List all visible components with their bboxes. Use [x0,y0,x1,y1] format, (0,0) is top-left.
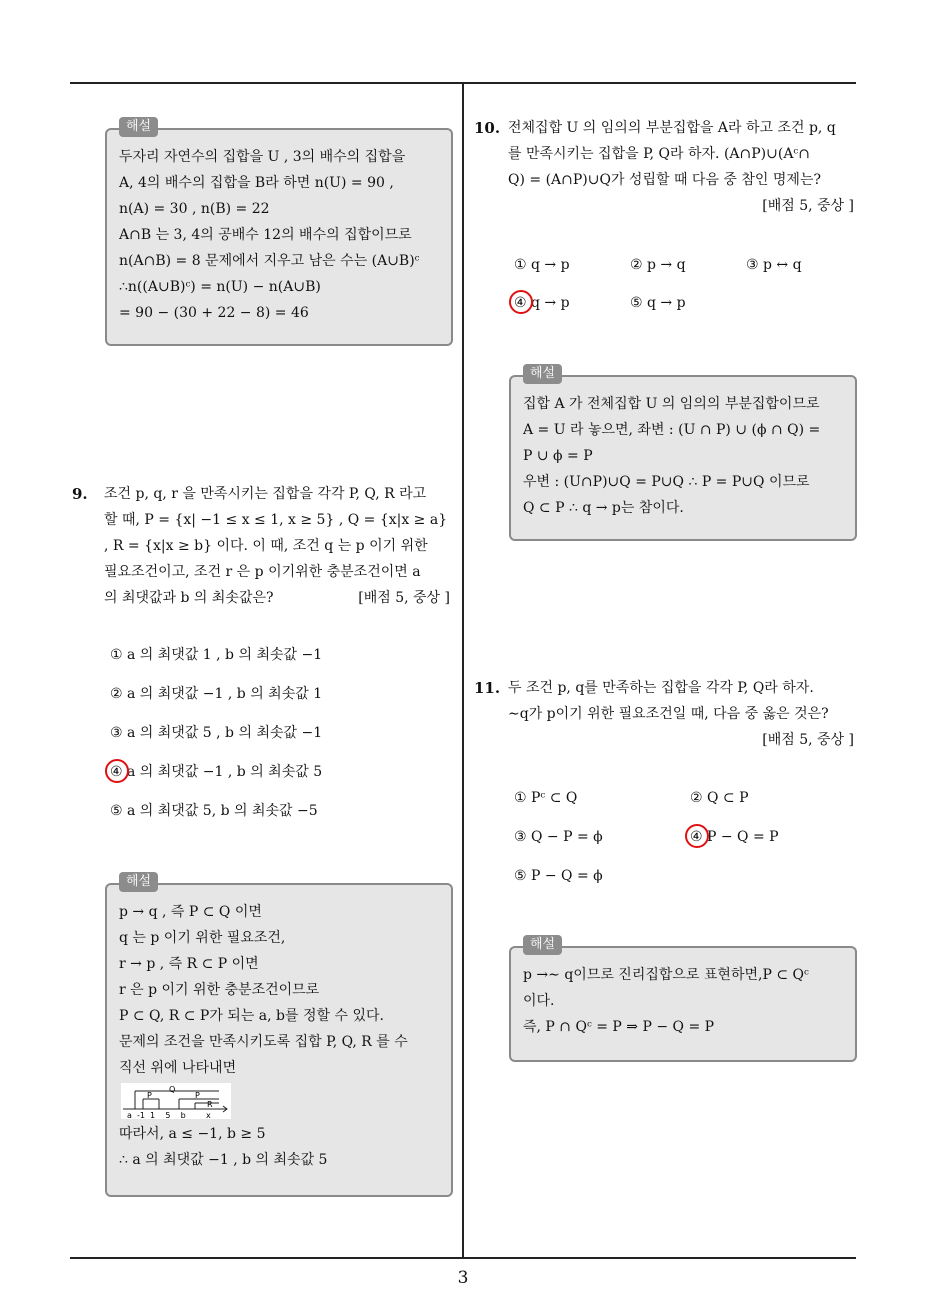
question-line: 의 최댓값과 b 의 최솟값은? [104,590,274,606]
solution-line: 이다. [523,993,555,1009]
column-divider [462,82,464,1258]
solution-box-10 [509,366,857,541]
solution-box-9 [105,874,453,1197]
label-q: Q [169,1085,176,1094]
q10-option-5[interactable]: ⑤ q → p [630,295,686,311]
number-line-figure [121,1083,231,1119]
number-line-svg [121,1083,231,1119]
question-9-number: 9. [72,485,88,503]
question-line: 필요조건이고, 조건 r 은 p 이기위한 충분조건이면 a [104,564,421,580]
label-p1: P [147,1091,152,1100]
question-11-text [508,675,860,753]
q10-option-2[interactable]: ② p → q [630,257,686,273]
q11-option-2[interactable]: ② Q ⊂ P [690,790,749,806]
solution-line: 문제의 조건을 만족시키도록 집합 P, Q, R 를 수 [119,1034,408,1050]
question-line: 두 조건 p, q를 만족하는 집합을 각각 P, Q라 하자. [508,680,814,696]
score-tag: [배점 5, 중상 ] [762,732,854,748]
q9-option-4[interactable]: ④ a 의 최댓값 −1 , b 의 최솟값 5 [110,764,323,780]
solution-line: A∩B 는 3, 4의 공배수 12의 배수의 집합이므로 [119,227,412,243]
question-line: 조건 p, q, r 을 만족시키는 집합을 각각 P, Q, R 라고 [104,486,427,502]
solution-box-11 [509,937,857,1062]
q9-option-2[interactable]: ② a 의 최댓값 −1 , b 의 최솟값 1 [110,686,323,702]
solution-line: n(A∩B) = 8 문제에서 지우고 남은 수는 (A∪B)ᶜ [119,253,420,269]
solution-line: ∴ a 의 최댓값 −1 , b 의 최솟값 5 [119,1152,328,1168]
answer-circle-mark [105,759,129,783]
question-10-text [508,115,860,219]
solution-line: 직선 위에 나타내면 [119,1060,237,1076]
q9-option-5[interactable]: ⑤ a 의 최댓값 5, b 의 최솟값 −5 [110,803,318,819]
solution-line: n(A) = 30 , n(B) = 22 [119,201,270,217]
solution-line: A, 4의 배수의 집합을 B라 하면 n(U) = 90 , [119,175,394,191]
q10-option-1[interactable]: ① q → p [514,257,570,273]
answer-circle-mark [685,824,709,848]
solution-line: r 은 p 이기 위한 충분조건이므로 [119,982,320,998]
label-p2: P [195,1091,200,1100]
solution-line: 두자리 자연수의 집합을 U , 3의 배수의 집합을 [119,149,406,165]
question-line: Q) = (A∩P)∪Q가 성립할 때 다음 중 참인 명제는? [508,172,821,188]
solution-line: P ∪ ϕ = P [523,448,593,464]
solution-box-8 [105,119,453,346]
bottom-rule [70,1257,856,1259]
solution-line: 우변 : (U∩P)∪Q = P∪Q ∴ P = P∪Q 이므로 [523,474,810,490]
q10-option-3[interactable]: ③ p ↔ q [746,257,802,273]
q11-option-5[interactable]: ⑤ P − Q = ϕ [514,868,603,884]
tick-labels: a -1 1 5 b x [127,1111,211,1119]
question-line: 전체집합 U 의 임의의 부분집합을 A라 하고 조건 p, q [508,120,836,136]
question-11-number: 11. [474,679,501,697]
question-line: 할 때, P = {x| −1 ≤ x ≤ 1, x ≥ 5} , Q = {x|x ≥ a} [104,512,448,528]
solution-tag: 해설 [523,935,562,955]
question-line: , R = {x|x ≥ b} 이다. 이 때, 조건 q 는 p 이기 위한 [104,538,428,554]
label-r: R [207,1100,213,1109]
solution-line: A = U 라 놓으면, 좌변 : (U ∩ P) ∪ (ϕ ∩ Q) = [523,422,821,438]
question-line: ∼q가 p이기 위한 필요조건일 때, 다음 중 옳은 것은? [508,706,829,722]
solution-tag: 해설 [119,117,158,137]
q11-option-4[interactable]: ④ P − Q = P [690,829,779,845]
solution-line: ∴n((A∪B)ᶜ) = n(U) − n(A∪B) [119,279,321,295]
question-line: 를 만족시키는 집합을 P, Q라 하자. (A∩P)∪(Aᶜ∩ [508,146,811,162]
score-tag: [배점 5, 중상 ] [762,198,854,214]
solution-line: r → p , 즉 R ⊂ P 이면 [119,956,259,972]
q11-option-1[interactable]: ① Pᶜ ⊂ Q [514,790,578,806]
q9-option-1[interactable]: ① a 의 최댓값 1 , b 의 최솟값 −1 [110,647,323,663]
solution-line: 따라서, a ≤ −1, b ≥ 5 [119,1126,266,1142]
solution-tag: 해설 [119,872,158,892]
solution-line: = 90 − (30 + 22 − 8) = 46 [119,305,309,321]
answer-circle-mark [509,290,533,314]
solution-line: P ⊂ Q, R ⊂ P가 되는 a, b를 정할 수 있다. [119,1008,384,1024]
solution-line: Q ⊂ P ∴ q → p는 참이다. [523,500,684,516]
solution-line: 집합 A 가 전체집합 U 의 임의의 부분집합이므로 [523,396,820,412]
score-tag: [배점 5, 중상 ] [358,590,450,606]
question-9-text [104,481,458,611]
page-number: 3 [457,1268,469,1288]
solution-line: 즉, P ∩ Qᶜ = P ⇒ P − Q = P [523,1019,715,1035]
solution-tag: 해설 [523,364,562,384]
q9-option-3[interactable]: ③ a 의 최댓값 5 , b 의 최솟값 −1 [110,725,323,741]
solution-line: p → q , 즉 P ⊂ Q 이면 [119,904,262,920]
question-10-number: 10. [474,119,501,137]
q10-option-4[interactable]: ④ q → p [514,295,570,311]
solution-line: q 는 p 이기 위한 필요조건, [119,930,286,946]
solution-line: p →∼ q이므로 진리집합으로 표현하면,P ⊂ Qᶜ [523,967,809,983]
q11-option-3[interactable]: ③ Q − P = ϕ [514,829,603,845]
